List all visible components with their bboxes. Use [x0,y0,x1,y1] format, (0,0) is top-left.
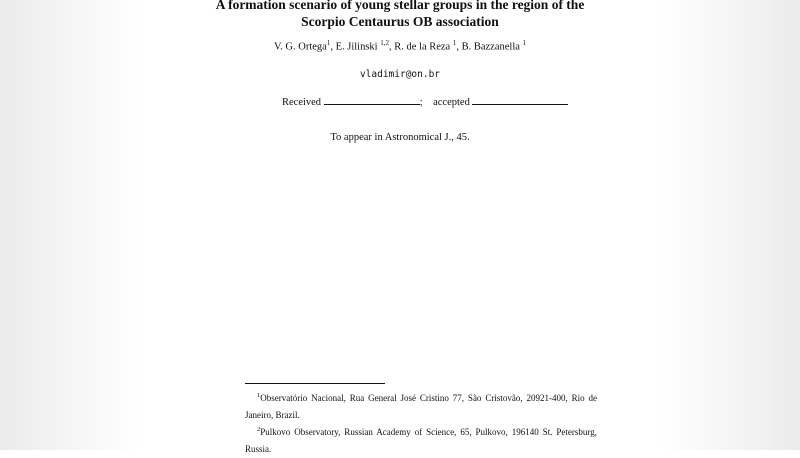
title-line-2: Scorpio Centaurus OB association [301,14,499,29]
received-blank [324,95,420,105]
paper-page [140,0,660,450]
author-list: V. G. Ortega$^1$, E. Jilinski $^{1,2}$, R. de la Reza $^1$, B. Bazzanella $^1$ [273,39,527,53]
paper-title [60,0,740,30]
footnote-mark: 2 [257,426,261,433]
author-name: V. G. Ortega [273,41,327,53]
right-margin-shade [660,0,800,450]
separator: ; [419,97,423,108]
author-name: E. Jilinski [335,41,378,53]
footnote-rule [245,383,385,384]
contact-email: vladimir@on.br [359,69,441,80]
left-margin-shade [0,0,140,450]
author-affiliation: 1 [522,39,527,47]
title-line-1: A formation scenario of young stellar groups in the region of the [215,0,585,12]
author-affiliation: 1 [452,39,457,47]
footnote-text: Pulkovo Observatory, Russian Academy of Science, 65, Pulkovo, 196140 St. Petersburg, Russia. [245,427,597,454]
accepted-blank [472,95,568,105]
footnote [245,421,597,458]
accepted-label: accepted [433,97,470,108]
received-label: Received [282,97,322,108]
to-appear-note: To appear in Astronomical J., 45. [330,132,470,143]
author-affiliation: 1,2 [380,39,389,47]
footnote-mark: 1 [257,392,261,399]
footnote [245,387,597,424]
footnote-text: Observatório Nacional, Rua General José Cristino 77, São Cristovão, 20921-400, Rio de Janeiro, Brazil. [245,393,597,420]
author-affiliation: 1 [326,39,331,47]
received-accepted-line [282,95,568,108]
author-name: B. Bazzanella [461,41,520,53]
author-name: R. de la Reza [394,41,451,53]
